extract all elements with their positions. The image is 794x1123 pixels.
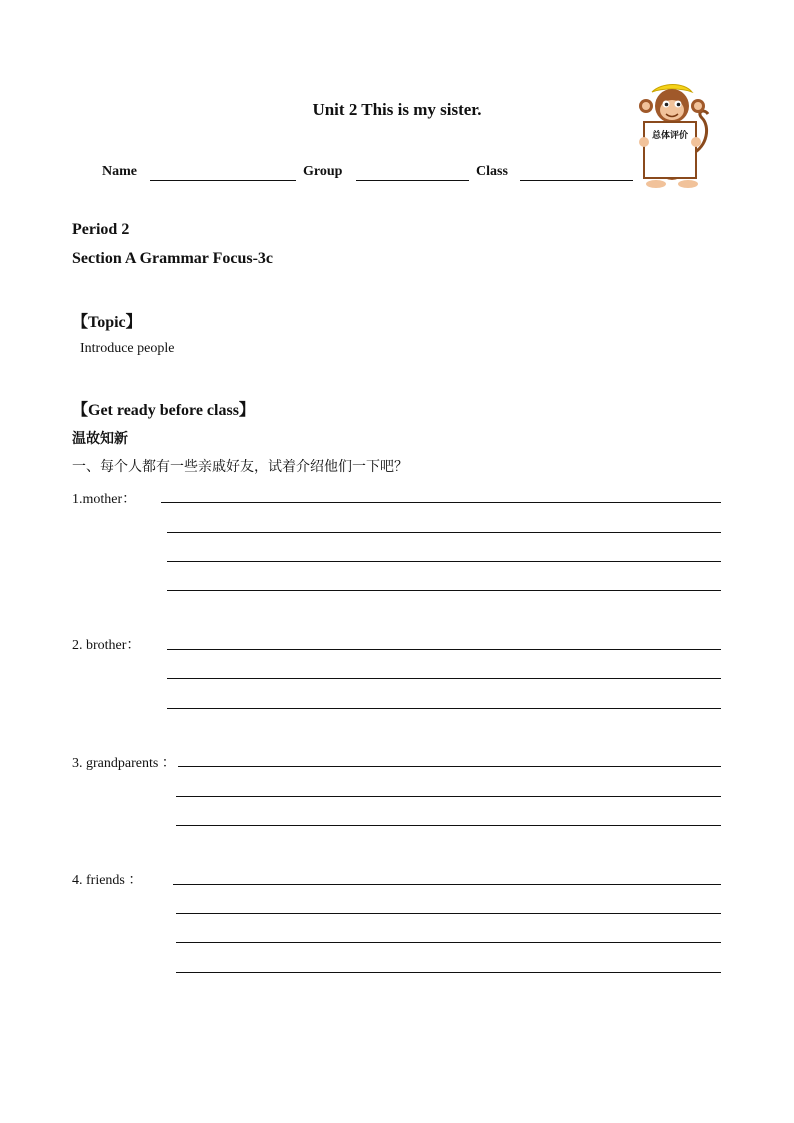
writing-line[interactable]: [176, 972, 721, 973]
writing-line[interactable]: [167, 532, 721, 533]
topic-text: Introduce people: [80, 341, 175, 356]
writing-line[interactable]: [167, 561, 721, 562]
writing-line[interactable]: [167, 678, 721, 679]
writing-line[interactable]: [176, 796, 721, 797]
period-label: Period 2: [72, 221, 130, 238]
item-label-grandparents: 3. grandparents ：: [72, 756, 176, 771]
writing-line[interactable]: [161, 502, 721, 503]
badge-text: 总体评价: [651, 131, 688, 141]
writing-line[interactable]: [173, 884, 721, 885]
item-label-friends: 4. friends ：: [72, 873, 143, 888]
monkey-badge: [632, 84, 712, 190]
class-blank[interactable]: [520, 180, 633, 181]
writing-line[interactable]: [176, 913, 721, 914]
writing-line[interactable]: [167, 590, 721, 591]
writing-line[interactable]: [167, 649, 721, 650]
name-label: Name: [102, 164, 137, 179]
item-label-brother: 2. brother：: [72, 638, 141, 653]
review-heading: 温故知新: [72, 431, 128, 447]
writing-line[interactable]: [167, 708, 721, 709]
writing-line[interactable]: [176, 825, 721, 826]
topic-heading: 【Topic】: [72, 314, 142, 331]
writing-line[interactable]: [176, 942, 721, 943]
ready-heading: 【Get ready before class】: [72, 402, 255, 419]
instruction-text: 一、每个人都有一些亲戚好友，试着介绍他们一下吧？: [72, 459, 408, 475]
section-label: Section A Grammar Focus-3c: [72, 250, 274, 267]
writing-line[interactable]: [178, 766, 721, 767]
class-label: Class: [476, 164, 508, 179]
item-label-mother: 1.mother：: [72, 492, 137, 507]
name-blank[interactable]: [150, 180, 296, 181]
group-blank[interactable]: [356, 180, 469, 181]
page-title: Unit 2 This is my sister.: [312, 100, 482, 119]
group-label: Group: [303, 164, 343, 179]
